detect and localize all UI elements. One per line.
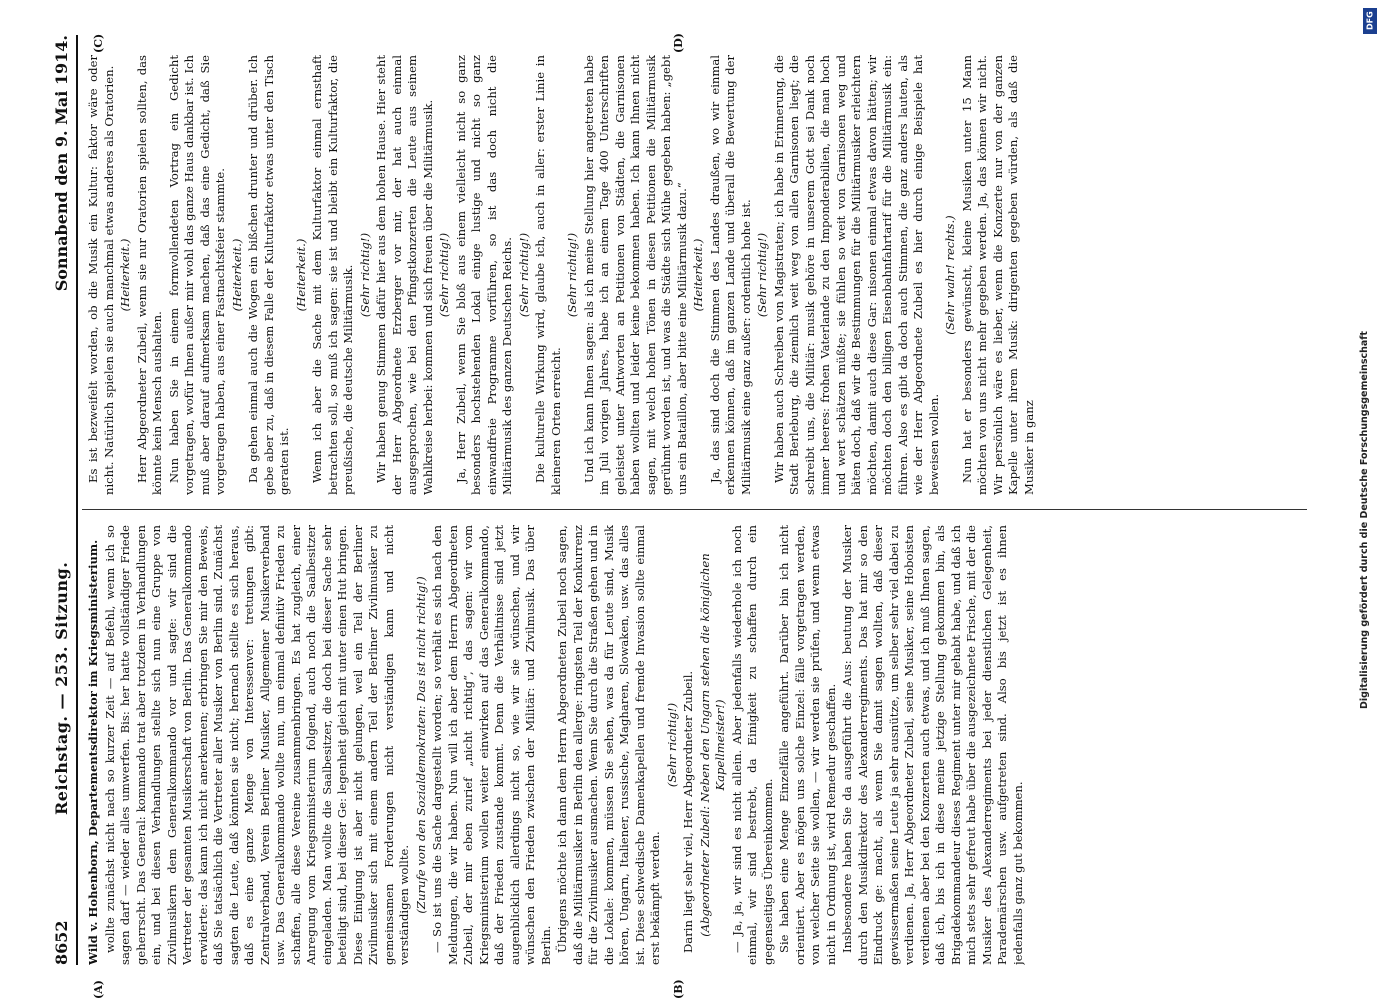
paragraph: Insbesondere haben Sie da ausgeführt die Aus: beutung der Musiker durch den Musikdirektor des Alexanderregiments. Das hat mir so den Eindruck ge: macht, als wenn Sie damit sagen wollten, daß dieser gewissermaßen seine Leute ja sehr ausnütze, um selber sehr viel dabei zu verdienen. Ja, Herr Abgeordneter Zubeil, seine Musiker, seine Hoboisten verdienen aber bei den Konzerten auch etwas, und ich muß Ihnen sagen, daß ich, bis ich in diese meine jetzige Stellung gekommen bin, als Brigadekommandeur dieses Regiment unter mir gehabt habe, und daß ich mich stets sehr gefreut habe über die ausgezeichnete Frische, mit der die Musiker des Alexanderregiments bei jeder dienstlichen Gelegenheit, Parademärschen usw. aufgetreten sind. Also bis jetzt ist es ihnen jedenfalls ganz gut bekommen. — [840, 525, 1025, 965]
newspaper-page — [52, 33, 1342, 999]
interjection: (Heiterkeit.) — [293, 238, 308, 312]
margin-marker-b: (B) — [672, 979, 685, 999]
paragraph: Übrigens möchte ich dann dem Herrn Abgeordneten Zubeil noch sagen, daß die Militärmusiker in Berlin den allerge: ringsten Teil der Konkurrenz für die Zivilmusiker ausmachen. Wenn Sie durch die Straßen gehen und in die Lokale: kommen, müssen Sie sehen, was da für Leute sind, Musik hören, Ungarn, Italiener, russische, Magharen, Slowaken, usw. das alles ist. Diese schwedische Damenkapellen und fremde Invasion sollte einmal erst bekämpft werden. — [555, 525, 662, 965]
paragraph: Ja, das sind doch die Stimmen des Landes draußen, wo wir einmal erkennen können, daß im ganzen Lande und überall die Bewertung der Militärmusik eine ganz außer: ordentlich hohe ist. — [707, 55, 753, 495]
paragraph: — So ist uns die Sache dargestellt worden; so verhält es sich nach den Meldungen, die wir haben. Nun will ich aber dem Herrn Abgeordneten Zubeil, der mir eben zurief „nicht richtig“, das sagen: wir vom Kriegsministerium wollen weiter einwirken auf das Generalkommando, daß der Frieden zustande kommt. Denn die Verhältnisse sind jetzt augenblicklich allerdings nicht so, wie wir sie wünschen, und wir wünschen den Frieden zwischen der Militär: und Zivilmusik. Das über Berlin. — [430, 525, 553, 965]
interjection: (Heiterkeit.) — [229, 238, 244, 312]
funding-note: Digitalisierung gefördert durch die Deutsche Forschungsgemeinschaft — [1359, 331, 1370, 709]
session-title: Reichstag. — 253. Sitzung. — [52, 561, 71, 815]
interjection: (Sehr richtig!) — [565, 232, 579, 318]
paragraph: Da gehen einmal auch die Wogen ein bißchen drunter und drüber. Ich gebe aber zu, daß in diesem Falle der Kulturfaktor etwas unter den Tisch geraten ist. — [246, 55, 291, 495]
margin-marker-d: (D) — [672, 33, 685, 53]
page-header — [52, 35, 78, 965]
interjection: (Sehr wahr! rechts.) — [943, 215, 957, 335]
interjection: (Sehr richtig!) — [755, 232, 769, 318]
interjection: (Sehr richtig!) — [664, 702, 679, 788]
date-line: Sonnabend den 9. Mai 1914. — [52, 35, 71, 292]
right-column — [86, 55, 1306, 495]
paragraph: Es ist bezweifelt worden, ob die Musik ein Kultur: faktor wäre oder nicht. Natürlich spielen sie auch manchmal etwas anderes als Oratorien. — [86, 55, 116, 495]
paragraph: Die kulturelle Wirkung wird, glaube ich, auch in aller: erster Linie in kleineren Orten erreicht. — [533, 55, 563, 495]
interjection: (Heiterkeit.) — [691, 238, 705, 312]
paragraph: Sie haben eine Menge Einzelfälle angeführt. Darüber bin ich nicht orientiert. Aber es mögen uns solche Einzel: fälle vorgetragen werden, von welcher Seite sie wollen, — wir werden sie prüfen, und wenn etwas nicht in Ordnung ist, wird Remedur geschaffen. — [777, 525, 838, 965]
paragraph: Nun hat er besonders gewünscht, kleine Musiken unter 15 Mann möchten von uns nicht mehr gegeben werden. Ja, das können wir nicht. Wir persönlich wäre es lieber, wenn die Konzerte nur von der ganzen Kapelle unter ihrem Musik: dirigenten gegeben würden, als daß die Musiker in ganz — [959, 55, 1036, 495]
interjection: (Sehr richtig!) — [357, 232, 372, 318]
interjection: (Abgeordneter Zubeil: Neben den Ungarn stehen die königlichen Kapellmeister!) — [697, 553, 727, 937]
paragraph: Darin liegt sehr viel, Herr Abgeordneter Zubeil. — [681, 670, 695, 953]
interjection: (Sehr richtig!) — [437, 232, 451, 318]
interjection: (Heiterkeit.) — [118, 238, 132, 312]
interjection: (Sehr richtig!) — [516, 232, 531, 318]
left-column — [86, 525, 1306, 965]
paragraph: Und ich kann Ihnen sagen: als ich meine Stellung hier angetreten habe im Juli vorigen Jahres, habe ich an einem Tage 400 Unterschriften geleistet unter Antworten an Petitionen von Städten, die Garnisonen haben wollten und leider keine bekommen haben. Ich kann Ihnen nicht sagen, mit welch hohen Tönen in diesen Petitionen die Militärmusik gerühmt worden ist, und was die Städte sich Mühe gegeben haben: „gebt uns ein Bataillon, aber bitte eine Militärmusik dazu.“ — [581, 55, 689, 495]
paragraph: Nun haben Sie in einem formvollendeten Vortrag ein Gedicht vorgetragen, wofür Ihnen außer mir wohl das ganze Haus dankbar ist. Ich muß aber darauf aufmerksam machen, daß das eine Gedicht, daß Sie vorgetragen haben, aus einer Fastnachtsfeier stammte. — [166, 55, 227, 495]
dfg-logo: DFG — [1363, 8, 1377, 34]
page-number: 8652 — [52, 920, 71, 965]
margin-marker-a: (A) — [92, 980, 105, 999]
interjection: (Zurufe von den Sozialdemokraten: Das ist nicht richtig!) — [413, 576, 428, 914]
paragraph: Wir haben auch Schreiben von Magistraten; ich habe in Erinnerung, die Stadt Berleburg, die ziemlich weit weg von allen Garnisonen liegt; die schreibt uns, die Militär: musik gehöre in unserem Gott sei Dank noch immer heeres: frohen Vaterlande zu den Imponderabilien, die man hoch und wert schätzen müßte; sie fühlen so weit von Garnisonen weg und bäten doch, daß wir die Bestimmungen für die Militärmusiker erleichtern möchten, damit auch diese Gar: nisonen einmal etwas davon hätten; wir möchten doch den billigen Eisenbahnfahrtarif für die Militärmusik ein: führen. Also es gibt da doch auch Stimmen, die ganz anders lauten, als wie der Herr Abgeordnete Zubeil es hier durch einige Beispiele hat beweisen wollen. — [771, 55, 941, 495]
paragraph: Ja, Herr Zubeil, wenn Sie bloß aus einem vielleicht nicht so ganz besonders hochstehenden Lokal einige lustige und nicht so ganz einwandfreie Programme vorführen, so ist das doch nicht die Militärmusik des ganzen Deutschen Reichs. — [453, 55, 514, 495]
margin-marker-c: (C) — [92, 33, 105, 53]
paragraph: Wir haben genug Stimmen dafür hier aus dem hohen Hause. Hier steht der Herr Abgeordnete Erzberger vor mir, der hat auch einmal ausgesprochen, wie bei den Pfingstkonzerten die Leute aus seinem Wahlkreise herbei: kommen und sich freuen über die Militärmusik. — [374, 55, 435, 495]
paragraph: Herr Abgeordneter Zubeil, wenn sie nur Oratorien spielen sollten, das könnte kein Mensch aushalten. — [134, 55, 164, 495]
paragraph: Wenn ich aber die Sache mit dem Kulturfaktor einmal ernsthaft betrachten soll, so muß ich sagen: sie ist und bleibt ein Kulturfaktor, die preußische, die deutsche Militärmusik. — [310, 55, 355, 495]
column-divider — [82, 509, 1307, 510]
paragraph: wollte zunächst nicht nach so kurzer Zeit — auf Befehl, wenn ich so sagen darf — wieder alles umwerfen. Bis: her hatte vollständiger Friede geherrscht. Das General: kommando trat aber trotzdem in Verhandlungen ein, und bei diesen Verhandlungen stellte sich nun eine Gruppe von Zivilmusikern dem Generalkommando vor und sagte: wir sind die Vertreter der gesamten Musikerschaft von Berlin. Das Generalkommando erwiderte: das kann ich nicht anerkennen; erbringen Sie mir den Beweis, daß Sie tatsächlich die Vertreter aller Musiker von Berlin sind. Zunächst sagten die Leute, daß könnten sie nicht; hernach stellte es sich heraus, daß es eine ganze Menge von Interessenver: tretungen gibt: Zentralverband, Verein Berliner Musiker, Allgemeiner Musikerverband usw. Das Generalkommando wollte nun, um einmal definitiv Frieden zu schaffen, alle diese Vereine zusammenbringen. Es hat zugleich, einer Anregung vom Kriegsministerium folgend, auch noch die Saalbesitzer eingeladen. Man wollte die Saalbesitzer, die doch bei dieser Sache sehr beteiligt sind, bei dieser Ge: legenheit gleich mit unter einen Hut bringen. Diese Einigung ist aber nicht gelungen, weil ein Teil der Berliner Zivilmusiker sich mit einem andern Teil der Berliner Zivilmusiker zu gemeinsamen Forderungen nicht verständigen kann und nicht verständigen wollte. — [102, 525, 411, 965]
speaker-line: Wild v. Hohenborn, Departementsdirektor im Kriegsministerium. — [86, 539, 100, 965]
paragraph: — Ja, ja, wir sind es nicht allein. Aber jedenfalls wiederhole ich noch einmal, wir sind bestrebt, da Einigkeit zu schaffen durch ein gegenseitiges Übereinkommen. — [729, 525, 775, 965]
